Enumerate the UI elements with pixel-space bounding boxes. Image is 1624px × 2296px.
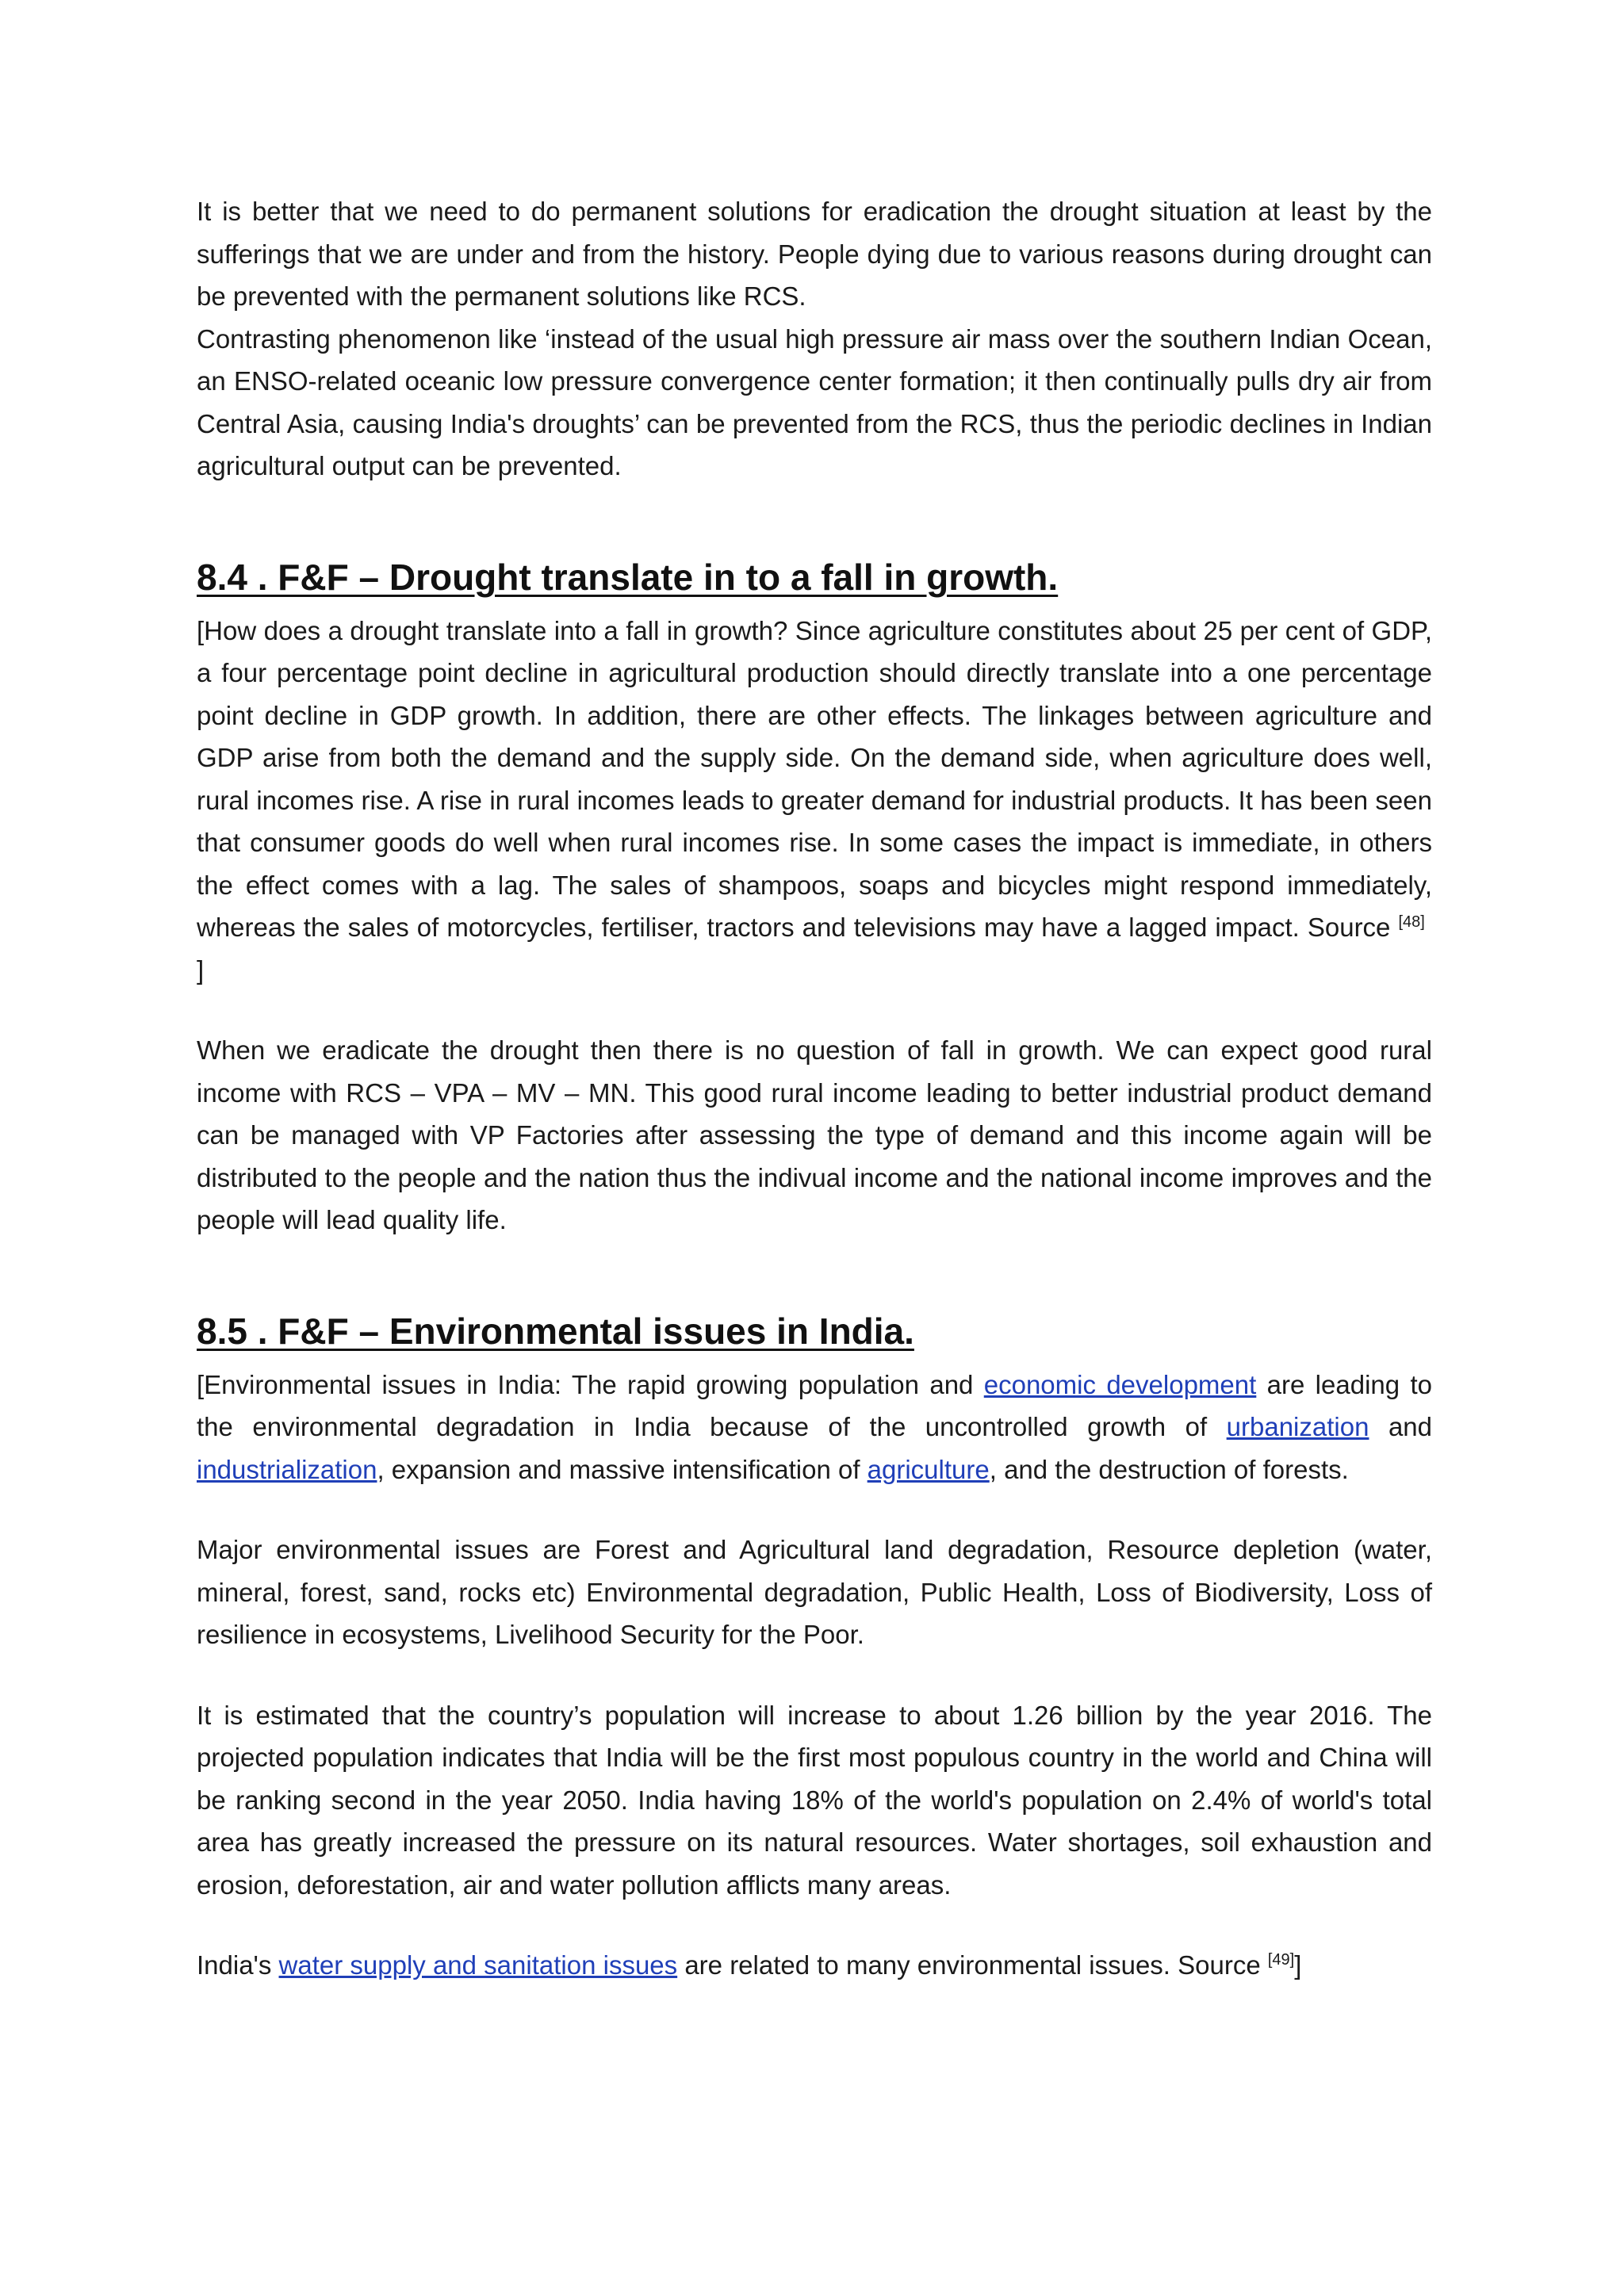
urbanization-link[interactable]: urbanization: [1226, 1412, 1369, 1441]
industrialization-link[interactable]: industrialization: [197, 1454, 377, 1484]
text-run: are related to many environmental issues. Source: [677, 1950, 1268, 1980]
spacer: [197, 1490, 1432, 1529]
section-8-5-paragraph-1: [197, 1364, 1432, 1491]
close-bracket: ]: [1294, 1950, 1302, 1980]
document-page: [197, 190, 1432, 1987]
quote-close-bracket: ]: [197, 955, 205, 985]
citation-48: [48]: [1398, 913, 1425, 931]
section-8-5-paragraph-4: [197, 1944, 1432, 1987]
section-8-4-quote-text: [How does a drought translate into a fall in growth? Since agriculture constitutes about 25 per cent of GDP, a four percentage point decline in agricultural production should directly translate into a one percentage point decline in GDP growth. In addition, there are other effects. The linkages between agriculture and GDP arise from both the demand and the supply side. On the demand side, when agriculture does well, rural incomes rise. A rise in rural incomes leads to greater demand for industrial products. It has been seen that consumer goods do well when rural incomes rise. In some cases the impact is immediate, in others the effect comes with a lag. The sales of shampoos, soaps and bicycles might respond immediately, whereas the sales of motorcycles, fertiliser, tractors and televisions may have a lagged impact. Source: [197, 615, 1432, 942]
section-8-4-quote: [197, 610, 1432, 992]
spacer: [197, 991, 1432, 1029]
citation-49: [49]: [1267, 1951, 1295, 1969]
text-run: are leading to the environmental degradation in India because of the uncontrolled growth of: [197, 1369, 1432, 1441]
text-run: [Environmental issues in India: The rapid growing population and: [197, 1369, 984, 1399]
economic-development-link[interactable]: economic development: [983, 1369, 1257, 1399]
spacer: [197, 1656, 1432, 1694]
intro-paragraph-1: It is better that we need to do permanent solutions for eradication the drought situation at least by the sufferings that we are under and from the history. People dying due to various reasons during drought can be prevented with the permanent solutions like RCS.: [197, 197, 1432, 311]
spacer: [197, 1906, 1432, 1944]
text-run: , and the destruction of forests.: [989, 1454, 1349, 1484]
section-8-5-paragraph-2: Major environmental issues are Forest and Agricultural land degradation, Resource depletion (water, mineral, forest, sand, rocks etc) Environmental degradation, Public Health, Loss of Biodiversity, Loss of resilience in ecosystems, Livelihood Security for the Poor.: [197, 1535, 1432, 1649]
section-8-4-paragraph-2: When we eradicate the drought then there is no question of fall in growth. We can expect good rural income with RCS – VPA – MV – MN. This good rural income leading to better industrial product demand can be managed with VP Factories after assessing the type of demand and this income again will be distributed to the people and the nation thus the indivual income and the national income improves and the people will lead quality life.: [197, 1035, 1432, 1234]
intro-paragraph-2: Contrasting phenomenon like ‘instead of the usual high pressure air mass over the southern Indian Ocean, an ENSO-related oceanic low pressure convergence center formation; it then continually pulls dry air from Central Asia, causing India's droughts’ can be prevented from the RCS, thus the periodic declines in Indian agricultural output can be prevented.: [197, 323, 1432, 480]
spacer: [197, 488, 1432, 551]
agriculture-link[interactable]: agriculture: [867, 1454, 990, 1484]
text-run: , expansion and massive intensification of: [377, 1454, 868, 1484]
text-run: India's: [197, 1950, 279, 1980]
spacer: [197, 1242, 1432, 1305]
text-run: and: [1369, 1412, 1433, 1441]
section-8-5-paragraph-3: It is estimated that the country’s population will increase to about 1.26 billion by the year 2016. The projected population indicates that India will be the first most populous country in the world and China will be ranking second in the year 2050. India having 18% of the world's population on 2.4% of world's total area has greatly increased the pressure on its natural resources. Water shortages, soil exhaustion and erosion, deforestation, air and water pollution afflicts many areas.: [197, 1700, 1432, 1900]
water-supply-sanitation-link[interactable]: water supply and sanitation issues: [278, 1950, 678, 1980]
section-8-4-heading: 8.4 . F&F – Drought translate in to a fall in growth.: [197, 556, 1059, 598]
section-8-5-heading: 8.5 . F&F – Environmental issues in India.: [197, 1310, 914, 1352]
